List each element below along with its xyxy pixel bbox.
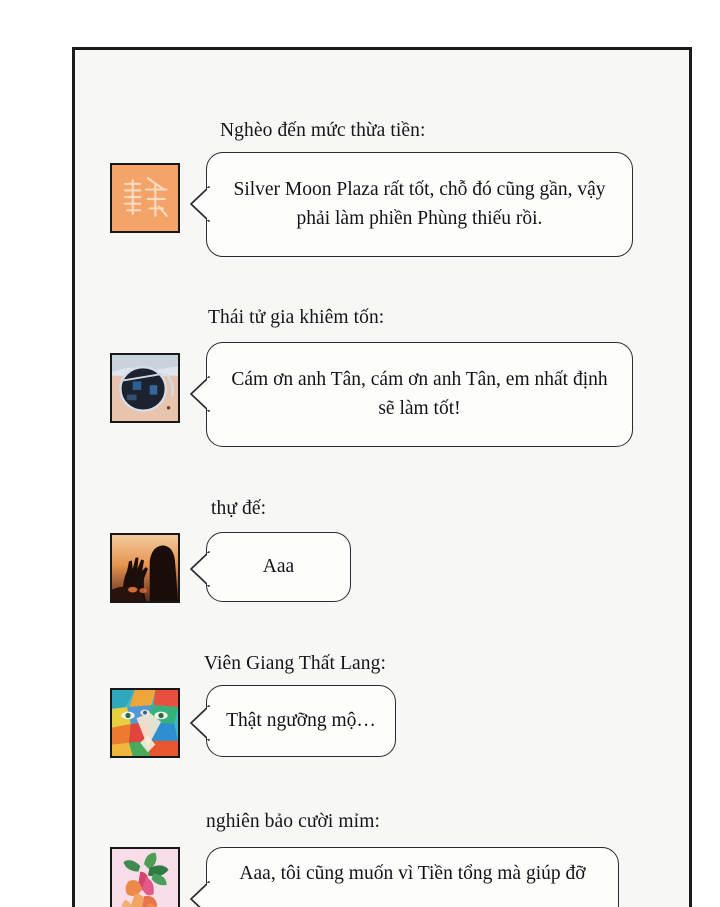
avatar-money-character[interactable]	[110, 163, 180, 233]
bubble-tail-5	[188, 881, 208, 907]
speaker-name-5: nghiên bảo cười mỉm:	[206, 811, 380, 832]
bubble-tail-2	[188, 376, 208, 410]
page-frame	[72, 47, 692, 907]
bubble-text-4: Thật ngưỡng mộ…	[226, 709, 376, 731]
bubble-text-1: Silver Moon Plaza rất tốt, chỗ đó cũng gần, vậy phải làm phiền Phùng thiếu rồi.	[233, 179, 606, 229]
avatar-round-sunglasses[interactable]	[110, 353, 180, 423]
speech-bubble-5[interactable]	[206, 847, 619, 907]
avatar-sunset-silhouette[interactable]	[110, 533, 180, 603]
speaker-name-4: Viên Giang Thất Lang:	[204, 653, 386, 674]
speaker-name-2: Thái tử gia khiêm tốn:	[208, 307, 385, 328]
speech-bubble-4[interactable]	[206, 685, 396, 757]
speaker-name-3: thự đế:	[211, 498, 267, 519]
bubble-text-5: Aaa, tôi cũng muốn vì Tiền tổng mà giúp đỡ	[239, 863, 586, 884]
bubble-wrap-1	[206, 152, 633, 257]
speaker-name-1: Nghèo đến mức thừa tiền:	[220, 120, 426, 141]
bubble-text-3: Aaa	[262, 555, 295, 577]
avatar-geometric-face[interactable]	[110, 688, 180, 758]
bubble-tail-4	[188, 705, 208, 739]
speech-bubble-1[interactable]	[206, 152, 633, 257]
bubble-tail-1	[188, 186, 208, 220]
bubble-text-2: Cám ơn anh Tân, cám ơn anh Tân, em nhất định sẽ làm tốt!	[231, 369, 608, 419]
bubble-wrap-3	[206, 532, 351, 602]
avatar-watercolor-radish[interactable]	[110, 847, 180, 907]
bubble-tail-3	[188, 551, 208, 585]
bubble-wrap-4	[206, 685, 396, 757]
bubble-wrap-5	[206, 847, 619, 907]
speech-bubble-2[interactable]	[206, 342, 633, 447]
bubble-wrap-2	[206, 342, 633, 447]
speech-bubble-3[interactable]	[206, 532, 351, 602]
